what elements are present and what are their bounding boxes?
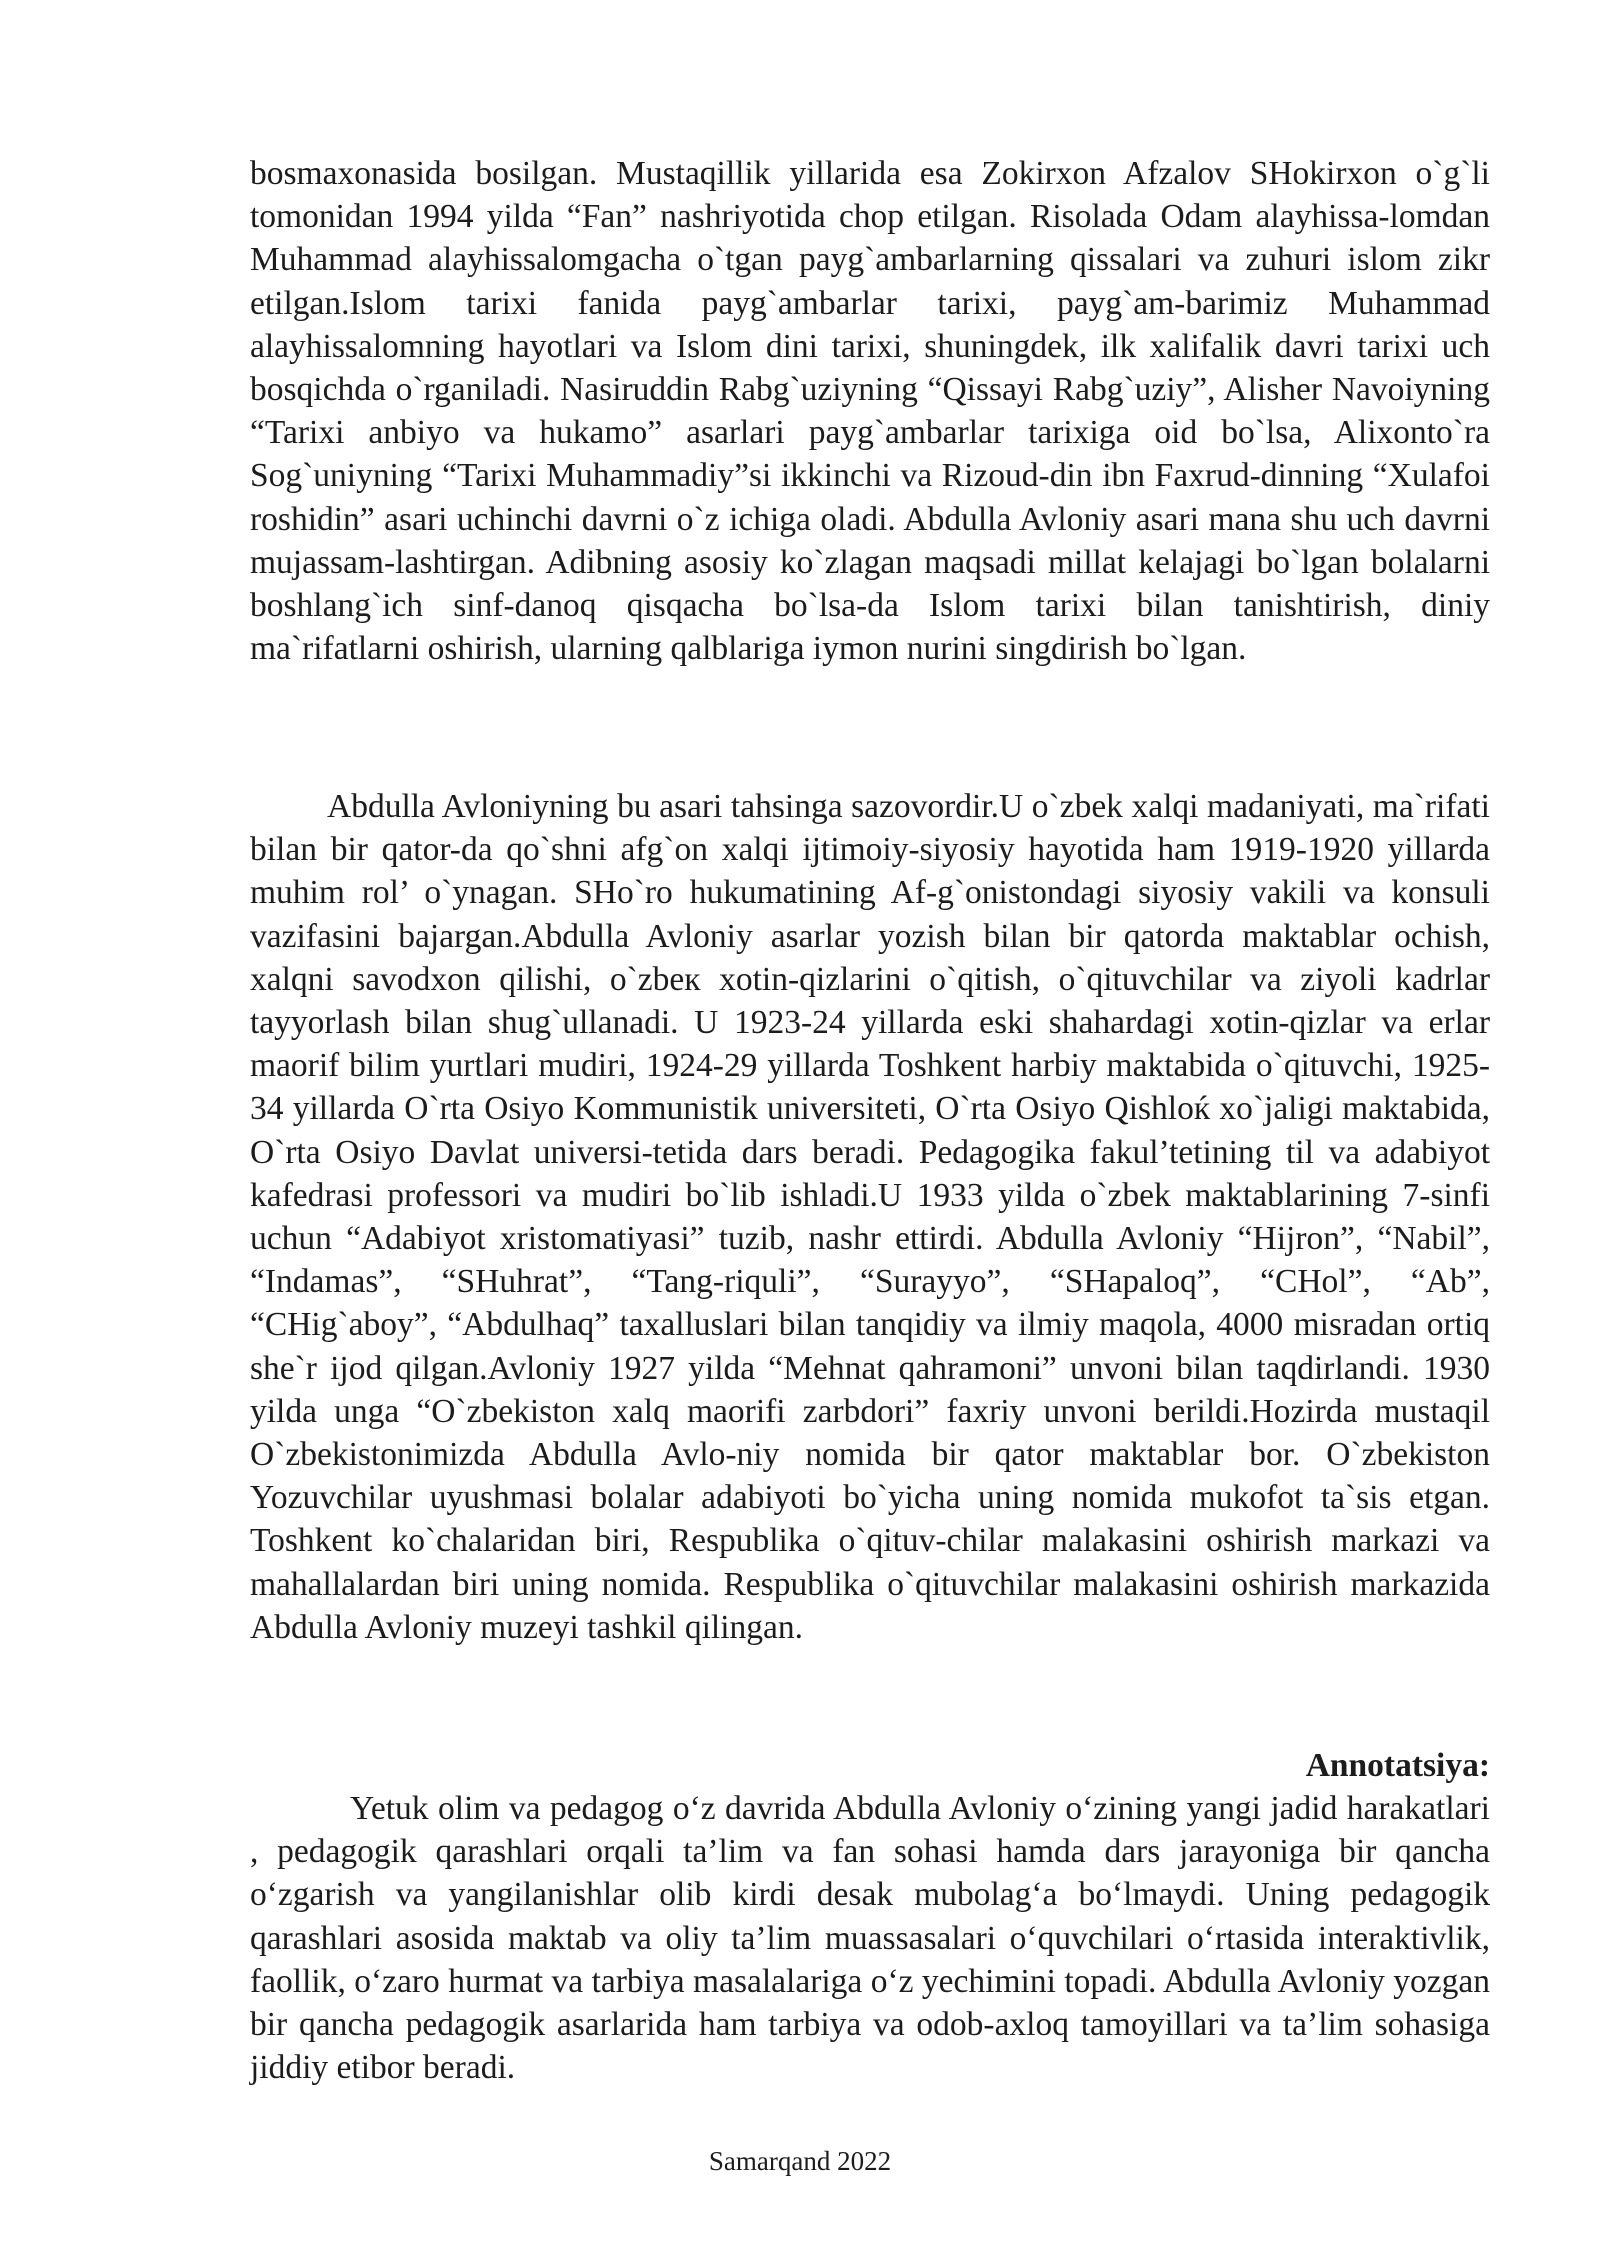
annotation-heading: Annotatsiya: bbox=[1305, 1747, 1490, 1784]
page-footer: Samarqand 2022 bbox=[708, 2146, 892, 2176]
body-paragraph: Abdulla Avloniyning bu asari tahsinga sazovordir.U o`zbek xalqi madaniyati, ma`rifati bilan bir qator-da qo`shni afg`on xalqi ijtimoiy-siyosiy hayotida ham 1919-1920 yillarda muhim rol’ o`ynagan. SHo`ro hukumatining Af-g`onistondagi siyosiy vakili va konsuli vazifasini bajargan.Abdulla Avloniy asarlar yozish bilan bir qatorda maktablar ochish, xalqni savodxon qilishi, o`zbeк xotin-qizlarini o`qitish, o`qituvchilar va ziyoli kadrlar tayyorlash bilan shug`ullanadi. U 1923-24 yillarda eski shahardagi xotin-qizlar va erlar maorif bilim yurtlari mudiri, 1924-29 yillarda Toshkent harbiy maktabida o`qituvchi, 1925-34 yillarda O`rta Osiyo Kommunistik universiteti, O`rta Osiyo Qishloќ xo`jaligi maktabida, O`rta Osiyo Davlat universi-tetida dars beradi. Pedagogika fakul’tetining til va adabiyot kafedrasi professori va mudiri bo`lib ishladi.U 1933 yilda o`zbek maktablarining 7-sinfi uchun “Adabiyot xristomatiyasi” tuzib, nashr ettirdi. Abdulla Avloniy “Hijron”, “Nabil”, “Indamas”, “SHuhrat”, “Tang-riquli”, “Surayyo”, “SHapaloq”, “CHol”, “Ab”, “CHig`aboy”, “Abdulhaq” taxalluslari bilan tanqidiy va ilmiy maqola, 4000 misradan ortiq she`r ijod qilgan.Avloniy 1927 yilda “Mehnat qahramoni” unvoni bilan taqdirlandi. 1930 yilda unga “O`zbekiston xalq maorifi zarbdori” faxriy unvoni berildi.Hozirda mustaqil O`zbekistonimizda Abdulla Avlo-niy nomida bir qator maktablar bor. O`zbekiston Yozuvchilar uyushmasi bolalar adabiyoti bo`yicha uning nomida mukofot ta`sis etgan. Toshkent ko`chalaridan biri, Respublika o`qituv-chilar malakasini oshirish markazi va mahallalardan biri uning nomida. Respublika o`qituvchilar malakasini oshirish markazida Abdulla Avloniy muzeyi tashkil qilingan. bbox=[250, 788, 1490, 1646]
annotation-paragraph: Yetuk olim va pedagog o‘z davrida Abdulla Avloniy o‘zining yangi jadid harakatlari , pedagogik qarashlari orqali ta’lim va fan sohasi hamda dars jarayoniga bir qancha o‘zgarish va yangilanishlar olib kirdi desak mubolag‘a bo‘lmaydi. Uning pedagogik qarashlari asosida maktab va oliy ta’lim muassasalari o‘quvchilari o‘rtasida interaktivlik, faollik, o‘zaro hurmat va tarbiya masalalariga o‘z yechimini topadi. Abdulla Avloniy yozgan bir qancha pedagogik asarlarida ham tarbiya va odob-axloq tamoyillari va ta’lim sohasiga jiddiy etibor beradi. bbox=[250, 1790, 1490, 2087]
body-paragraph: bosmaxonasida bosilgan. Mustaqillik yillarida esa Zokirxon Afzalov SHokirxon o`g`li tomonidan 1994 yilda “Fan” nashriyotida chop etilgan. Risolada Odam alayhissa-lomdan Muhammad alayhissalomgacha o`tgan payg`ambarlarning qissalari va zuhuri islom zikr etilgan.Islom tarixi fanida payg`ambarlar tarixi, payg`am-barimiz Muhammad alayhissalomning hayotlari va Islom dini tarixi, shuningdek, ilk xalifalik davri tarixi uch bosqichda o`rganiladi. Nasiruddin Rabg`uziyning “Qissayi Rabg`uziy”, Alisher Navoiyning “Tarixi anbiyo va hukamo” asarlari payg`ambarlar tarixiga oid bo`lsa, Alixonto`ra Sog`uniyning “Tarixi Muhammadiy”si ikkinchi va Rizoud-din ibn Faxrud-dinning “Xulafoi roshidin” asari uchinchi davrni o`z ichiga oladi. Abdulla Avloniy asari mana shu uch davrni mujassam-lashtirgan. Adibning asosiy ko`zlagan maqsadi millat kelajagi bo`lgan bolalarni boshlang`ich sinf-danoq qisqacha bo`lsa-da Islom tarixi bilan tanishtirish, diniy ma`rifatlarni oshirish, ularning qalblariga iymon nurini singdirish bo`lgan. bbox=[250, 155, 1490, 668]
